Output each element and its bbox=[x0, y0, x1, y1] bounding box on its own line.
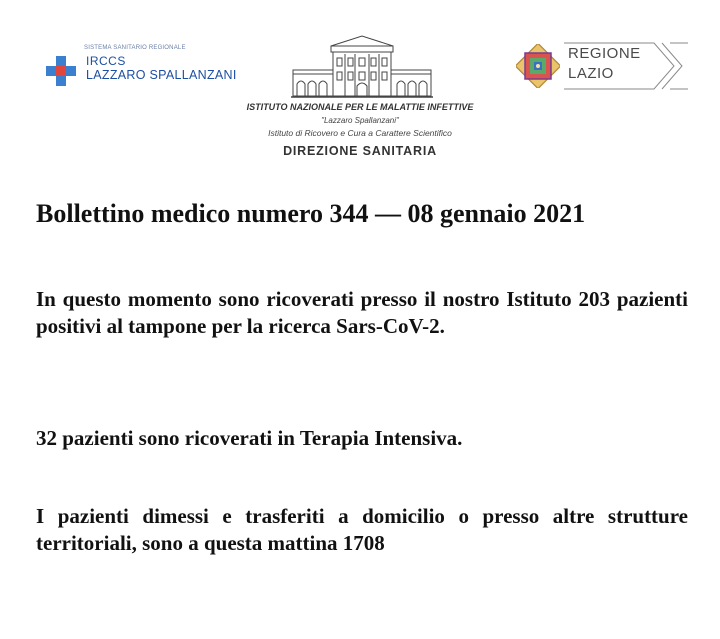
paragraph-intensive-care: 32 pazienti sono ricoverati in Terapia Intensiva. bbox=[36, 426, 463, 450]
institute-type: Istituto di Ricovero e Cura a Carattere Scientifico bbox=[268, 128, 452, 138]
paragraph-discharged: I pazienti dimessi e trasferiti a domicilio o presso altre strutture territoriali, sono a questa mattina 1708 bbox=[36, 504, 688, 555]
institute-name: ISTITUTO NAZIONALE PER LE MALATTIE INFETTIVE bbox=[246, 102, 474, 112]
lazio-label: LAZIO bbox=[568, 65, 614, 82]
building-facade-icon bbox=[291, 34, 433, 98]
spallanzani-name: LAZZARO SPALLANZANI bbox=[86, 68, 237, 82]
department-title: DIREZIONE SANITARIA bbox=[283, 144, 437, 158]
letterhead bbox=[0, 0, 720, 170]
regional-system-label: SISTEMA SANITARIO REGIONALE bbox=[84, 45, 186, 51]
regione-label: REGIONE bbox=[568, 45, 641, 62]
blue-cross-icon bbox=[44, 54, 78, 88]
irccs-label: IRCCS bbox=[86, 54, 126, 68]
institute-subname: "Lazzaro Spallanzani" bbox=[321, 116, 399, 125]
paragraph-hospitalized: In questo momento sono ricoverati presso il nostro Istituto 203 pazienti positivi al tampone per la ricerca Sars-CoV-2. bbox=[36, 287, 688, 338]
spallanzani-logo bbox=[42, 40, 242, 100]
regione-lazio-logo bbox=[516, 42, 692, 92]
regione-lazio-emblem-icon bbox=[516, 44, 560, 88]
bulletin-title: Bollettino medico numero 344 — 08 gennaio 2021 bbox=[36, 199, 586, 228]
